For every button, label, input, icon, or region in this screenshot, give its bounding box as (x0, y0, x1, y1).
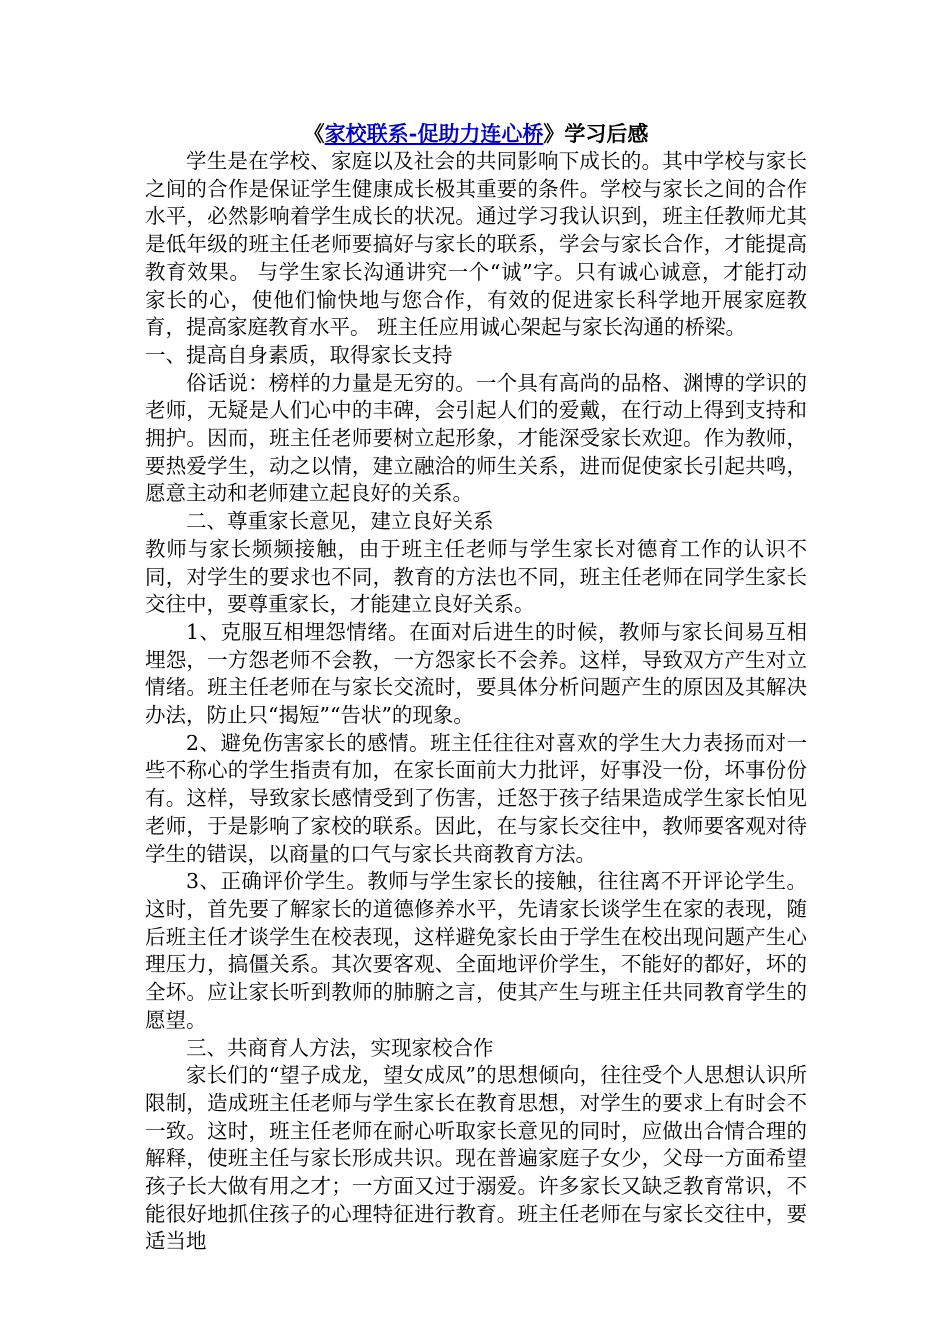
paragraph-intro: 学生是在学校、家庭以及社会的共同影响下成长的。其中学校与家长之间的合作是保证学生健康成长极其重要的条件。学校与家长之间的合作水平，必然影响着学生成长的状况。通过学习我认识到，班主任教师尤其是低年级的班主任老师要搞好与家长的联系，学会与家长合作，才能提高教育效果。 与学生家长沟通讲究一个“诚”字。只有诚心诚意，才能打动家长的心，使他们愉快地与您合作，有效的促进家长科学地开展家庭教育，提高家庭教育水平。 班主任应用诚心架起与家长沟通的桥梁。 (145, 149, 807, 340)
section-heading-1: 一、提高自身素质，取得家长支持 (145, 342, 453, 367)
paragraph-section-3: 家长们的“望子成龙，望女成凤”的思想倾向，往往受个人思想认识所限制，造成班主任老师与学生家长在教育思想，对学生的要求上有时会不一致。这时，班主任老师在耐心听取家长意见的同时，应做出合情合理的解释，使班主任与家长形成共识。现在普遍家庭子女少，父母一方面希望孩子长大做有用之才；一方面又过于溺爱。许多家长又缺乏教育常识，不能很好地抓住孩子的心理特征进行教育。班主任老师在与家长交往中，要适当地 (145, 1063, 807, 1254)
paragraph-section-2: 教师与家长频频接触，由于班主任老师与学生家长对德育工作的认识不同，对学生的要求也不同，教育的方法也不同，班主任老师在同学生家长交往中，要尊重家长，才能建立良好关系。 (145, 536, 807, 617)
title-link[interactable]: 家校联系-促助力连心桥 (324, 121, 544, 146)
title-suffix: 》学习后感 (543, 121, 649, 146)
document-page (145, 120, 807, 1256)
title-prefix: 《 (303, 121, 325, 146)
paragraph-item-1: 1、克服互相埋怨情绪。在面对后进生的时候，教师与家长间易互相埋怨，一方怨老师不会教，一方怨家长不会养。这样，导致双方产生对立情绪。班主任老师在与家长交流时，要具体分析问题产生的原因及其解决办法，防止只“揭短”“告状”的现象。 (145, 619, 807, 728)
section-heading-2: 二、尊重家长意见，建立良好关系 (186, 509, 494, 534)
section-heading-3: 三、共商育人方法，实现家校合作 (186, 1035, 494, 1060)
document-title (145, 120, 807, 148)
paragraph-section-1: 俗话说：榜样的力量是无穷的。一个具有高尚的品格、渊博的学识的老师，无疑是人们心中的丰碑，会引起人们的爱戴，在行动上得到支持和拥护。因而，班主任老师要树立起形象，才能深受家长欢迎。作为教师，要热爱学生，动之以情，建立融洽的师生关系，进而促使家长引起共鸣，愿意主动和老师建立起良好的关系。 (145, 370, 807, 506)
paragraph-item-2: 2、避免伤害家长的感情。班主任往往对喜欢的学生大力表扬而对一些不称心的学生指责有加，在家长面前大力批评，好事没一份，坏事份份有。这样，导致家长感情受到了伤害，迁怒于孩子结果造成学生家长怕见老师，于是影响了家校的联系。因此，在与家长交往中，教师要客观对待学生的错误，以商量的口气与家长共商教育方法。 (145, 730, 807, 866)
paragraph-item-3: 3、正确评价学生。教师与学生家长的接触，往往离不开评论学生。这时，首先要了解家长的道德修养水平，先请家长谈学生在家的表现，随后班主任才谈学生在校表现，这样避免家长由于学生在校出现问题产生心理压力，搞僵关系。其次要客观、全面地评价学生，不能好的都好，坏的全坏。应让家长听到教师的肺腑之言，使其产生与班主任共同教育学生的愿望。 (145, 869, 807, 1032)
